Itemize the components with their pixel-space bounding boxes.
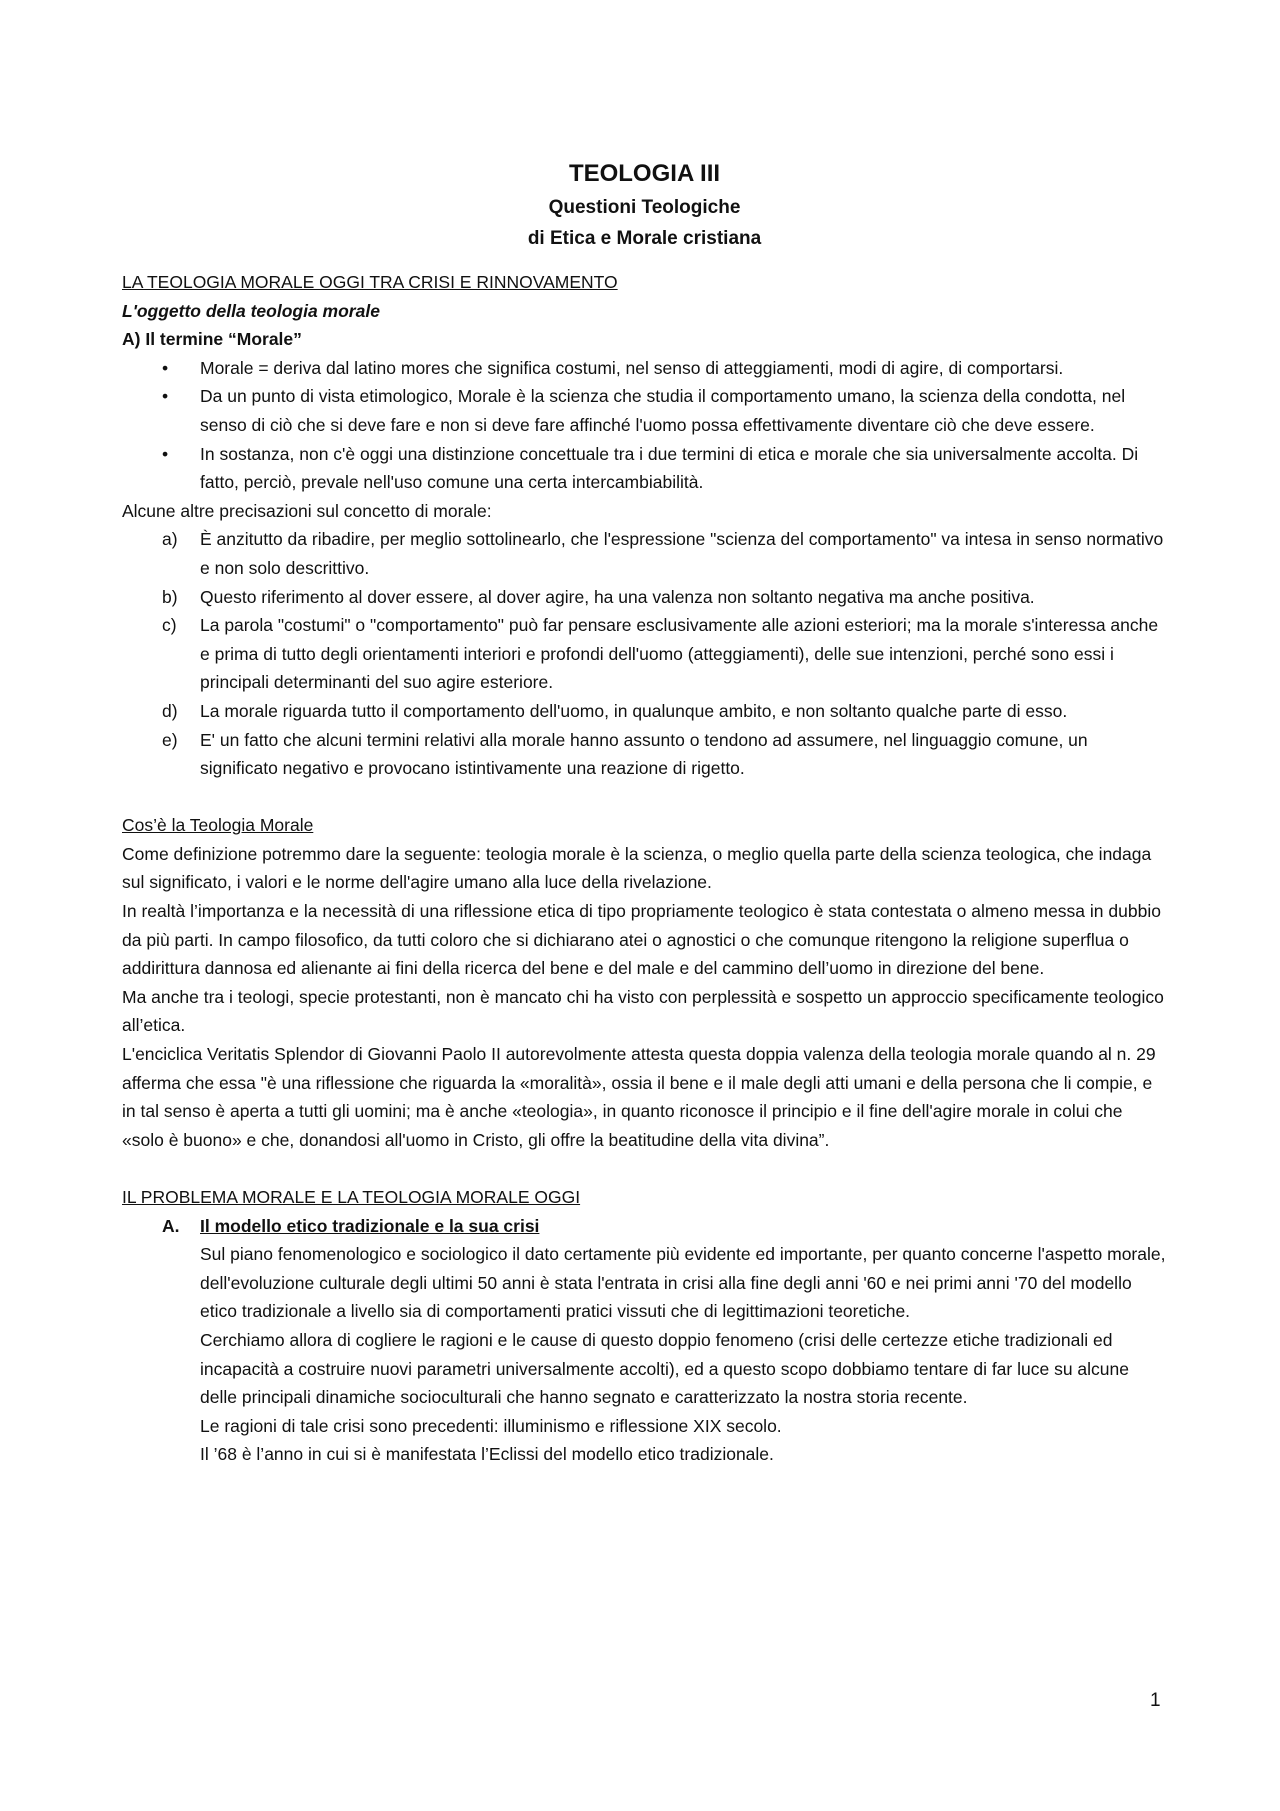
paragraph: Cerchiamo allora di cogliere le ragioni e le cause di questo doppio fenomeno (crisi delle certezze etiche tradizionali ed incapacità a costruire nuovi parametri universalmente accolti), ed a questo scopo dobbiamo tentare di far luce su alcune delle principali dinamiche socioculturali che hanno segnato e caratterizzato la nostra storia recente. — [200, 1329, 1129, 1408]
document-subtitle: Questioni Teologiche — [548, 197, 741, 218]
document-title: TEOLOGIA III — [568, 160, 721, 187]
subsection-title: Il modello etico tradizionale e la sua crisi — [200, 1215, 540, 1236]
title-block — [122, 156, 1167, 254]
list-item-text: È anzitutto da ribadire, per meglio sottolinearlo, che l'espressione "scienza del comportamento" va intesa in senso normativo e non solo descrittivo. — [200, 529, 1164, 578]
list-item-text: E' un fatto che alcuni termini relativi alla morale hanno assunto o tendono ad assumere, nel linguaggio comune, un significato negativo e provocano istintivamente una reazione di rigetto. — [200, 729, 1088, 779]
list-item — [122, 525, 1167, 582]
list-marker: c) — [162, 615, 177, 636]
subsection-a — [122, 1212, 1167, 1469]
paragraph: In realtà l’importanza e la necessità di una riflessione etica di tipo propriamente teologico è stata contestata o almeno messa in dubbio da più parti. In campo filosofico, da tutti coloro che si dichiarano atei o agnostici o che comunque ritengono la religione superflua o addirittura dannosa ed alienante ai fini della ricerca del bene e del male e del cammino dell’uomo in direzione del bene. — [122, 901, 1161, 979]
section-heading: LA TEOLOGIA MORALE OGGI TRA CRISI E RINNOVAMENTO — [122, 272, 618, 292]
page-number: 1 — [1150, 1690, 1161, 1711]
document-subtitle-2: di Etica e Morale cristiana — [527, 228, 762, 249]
list-intro: Alcune altre precisazioni sul concetto di morale: — [122, 500, 492, 521]
list-item-text: Questo riferimento al dover essere, al dover agire, ha una valenza non soltanto negativa ma anche positiva. — [200, 586, 1035, 607]
list-marker: e) — [162, 729, 178, 750]
list-marker: d) — [162, 700, 178, 721]
paragraph: Come definizione potremmo dare la seguente: teologia morale è la scienza, o meglio quella parte della scienza teologica, che indaga sul significato, i valori e le norme dell'agire umano alla luce della rivelazione. — [122, 843, 1152, 893]
subsection-heading — [162, 1212, 1167, 1241]
list-item: • Morale = deriva dal latino mores che significa costumi, nel senso di atteggiamenti, modi di agire, di comportarsi. — [122, 354, 1167, 383]
section-subheading: L'oggetto della teologia morale — [122, 300, 380, 321]
list-item — [122, 726, 1167, 783]
paragraph: L'enciclica Veritatis Splendor di Giovanni Paolo II autorevolmente attesta questa doppia valenza della teologia morale quando al n. 29 afferma che essa "è una riflessione che riguarda la «moralità», ossia il bene e il male degli atti umani e della persona che li compie, e in tal senso è aperta a tutti gli uomini; ma è anche «teologia», in quanto riconosce il principio e il fine dell'agire morale in colui che «solo è buono» e che, donandosi all'uomo in Cristo, gli offre la beatitudine della vita divina”. — [122, 1044, 1156, 1150]
spacer — [122, 783, 1167, 812]
bullet-list — [122, 354, 1167, 497]
term-heading: A) Il termine “Morale” — [122, 329, 302, 350]
section-heading: Cos’è la Teologia Morale — [122, 815, 314, 836]
list-marker: b) — [162, 586, 178, 607]
section-heading: IL PROBLEMA MORALE E LA TEOLOGIA MORALE OGGI — [122, 1187, 581, 1207]
subsection-marker: A. — [162, 1215, 180, 1236]
list-item — [122, 697, 1167, 726]
paragraph: Sul piano fenomenologico e sociologico il dato certamente più evidente ed importante, per quanto concerne l'aspetto morale, dell'evoluzione culturale degli ultimi 50 anni è stata l'entrata in crisi alla fine degli anni '60 e nei primi anni '70 del modello etico tradizionale a livello sia di comportamenti pratici vissuti che di legittimazioni teoretiche. — [200, 1244, 1166, 1322]
paragraph: Ma anche tra i teologi, specie protestanti, non è mancato chi ha visto con perplessità e sospetto un approccio specificamente teologico all’etica. — [122, 986, 1164, 1036]
list-item — [122, 611, 1167, 697]
paragraph: Il ’68 è l’anno in cui si è manifestata l’Eclissi del modello etico tradizionale. — [200, 1444, 774, 1465]
page-content — [122, 156, 1167, 1469]
list-item-text: La parola "costumi" o "comportamento" può far pensare esclusivamente alle azioni esteriori; ma la morale s'interessa anche e prima di tutto degli orientamenti interiori e profondi dell'uomo (atteggiamenti), delle sue intenzioni, perché sono essi i principali determinanti del suo agire esteriore. — [200, 615, 1159, 693]
paragraph: Le ragioni di tale crisi sono precedenti: illuminismo e riflessione XIX secolo. — [200, 1415, 782, 1436]
lettered-list — [122, 525, 1167, 782]
spacer — [122, 1154, 1167, 1183]
list-item: • Da un punto di vista etimologico, Morale è la scienza che studia il comportamento umano, la scienza della condotta, nel senso di ciò che si deve fare e non si deve fare affinché l'uomo possa effettivamente diventare ciò che deve essere. — [122, 382, 1167, 439]
list-item-text: La morale riguarda tutto il comportamento dell'uomo, in qualunque ambito, e non soltanto qualche parte di esso. — [200, 700, 1068, 721]
list-item: • In sostanza, non c'è oggi una distinzione concettuale tra i due termini di etica e morale che sia universalmente accolta. Di fatto, perciò, prevale nell'uso comune una certa intercambiabilità. — [122, 440, 1167, 497]
list-marker: a) — [162, 529, 178, 550]
list-item — [122, 583, 1167, 612]
